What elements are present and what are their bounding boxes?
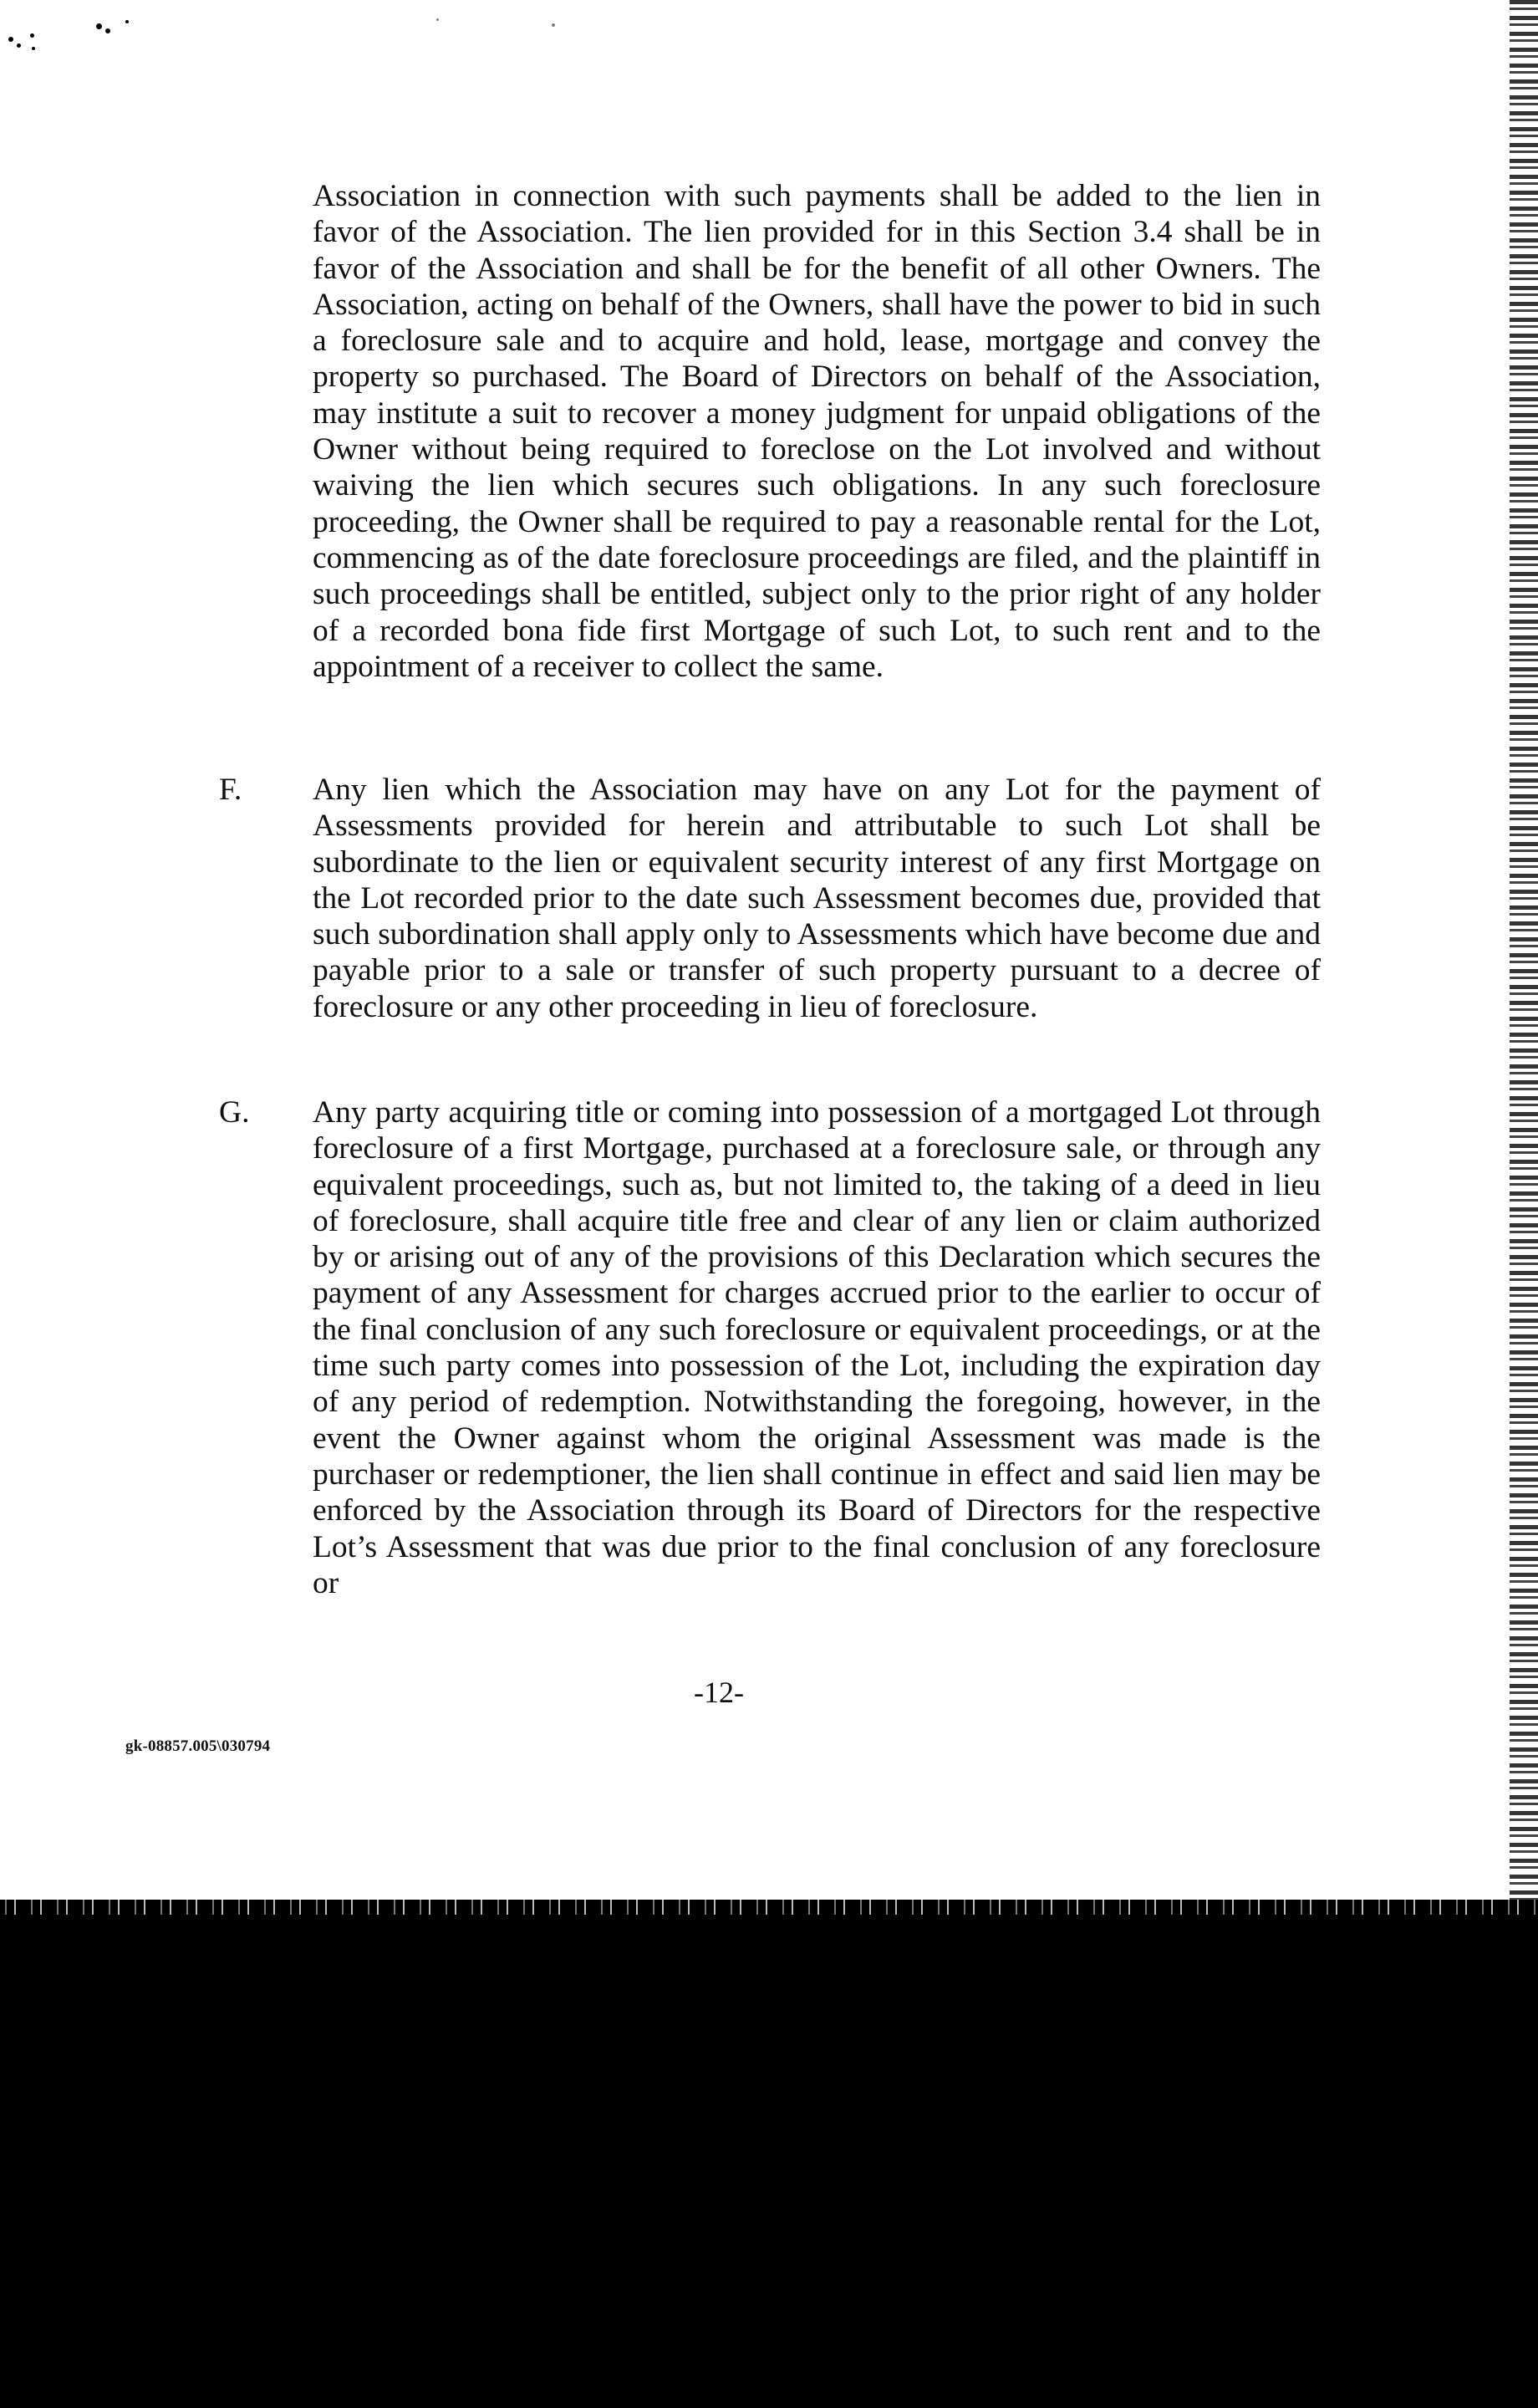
page-number: -12- [694, 1676, 744, 1709]
clause-letter: F. [219, 773, 242, 807]
clause-letter: G. [219, 1095, 250, 1130]
scan-speck [8, 37, 13, 42]
scan-speck [32, 47, 35, 50]
scan-speck [125, 20, 129, 23]
scan-edge-bottom [0, 1900, 1538, 1915]
scan-speck [552, 23, 555, 27]
continuation-paragraph: Association in connection with such payments shall be added to the lien in favor of the Association. The lien provided for in this Section 3.4 shall be in favor of the Association and shall be for the benefit of all other Owners. The Association, acting on behalf of the Owners, shall have the power to bid in such a foreclosure sale and to acquire and hold, lease, mortgage and convey the property so purchased. The Board of Directors on behalf of the Association, may institute a suit to recover a money judgment for unpaid obligations of the Owner without being required to foreclose on the Lot involved and without waiving the lien which secures such obligations. In any such foreclosure proceeding, the Owner shall be required to pay a reasonable rental for the Lot, commencing as of the date foreclosure proceedings are filed, and the plaintiff in such proceedings shall be entitled, subject only to the prior right of any holder of a recorded bona fide first Mortgage of such Lot, to such rent and to the appointment of a receiver to collect the same. [313, 179, 1321, 684]
scan-speck [436, 18, 439, 21]
clause-text: Any party acquiring title or coming into possession of a mortgaged Lot through foreclosure of a first Mortgage, purchased at a foreclosure sale, or through any equivalent proceedings, such as, but not limited to, the taking of a deed in lieu of foreclosure, shall acquire title free and clear of any lien or claim authorized by or arising out of any of the provisions of this Declaration which secures the payment of any Assessment for charges accrued prior to the earlier to occur of the final conclusion of any such foreclosure or equivalent proceedings, or at the time such party comes into possession of the Lot, including the expiration day of any period of redemption. Notwithstanding the foregoing, however, in the event the Owner against whom the original Assessment was made is the purchaser or redemptioner, the lien shall continue in effect and said lien may be enforced by the Association through its Board of Directors for the respective Lot’s Assessment that was due prior to the final conclusion of any foreclosure or [313, 1095, 1321, 1600]
scan-edge-right [1510, 0, 1538, 1911]
scan-speck [105, 28, 110, 33]
document-id: gk-08857.005\030794 [125, 1737, 271, 1755]
scan-speck [96, 23, 102, 29]
clause-text: Any lien which the Association may have on any Lot for the payment of Assessments provided for herein and attributable to such Lot shall be subordinate to the lien or equivalent security interest of any first Mortgage on the Lot recorded prior to the date such Assessment becomes due, provided that such subordination shall apply only to Assessments which have become due and payable prior to a sale or transfer of such property pursuant to a decree of foreclosure or any other proceeding in lieu of foreclosure. [313, 773, 1321, 1024]
scan-speck [30, 33, 34, 38]
scan-speck [17, 43, 21, 48]
